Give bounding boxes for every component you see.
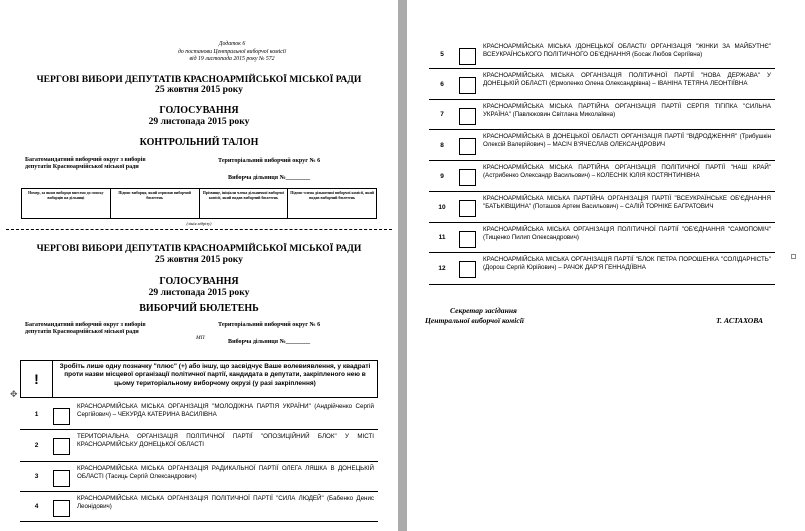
resize-handle-icon[interactable] bbox=[791, 254, 796, 259]
stub-doc-name: КОНТРОЛЬНИЙ ТАЛОН bbox=[139, 137, 259, 148]
vote-checkbox[interactable] bbox=[53, 470, 70, 487]
ballot-entry-row bbox=[429, 192, 775, 223]
annex-line: від 19 листопада 2015 року № 572 bbox=[189, 56, 275, 63]
district-line: Багатомандатний виборчий округ з виборів bbox=[25, 157, 146, 163]
precinct-number: Виборча дільниця №________ bbox=[228, 175, 311, 181]
election-date: 25 жовтня 2015 року bbox=[155, 84, 243, 95]
entry-text: КРАСНОАРМІЙСЬКА МІСЬКА ПАРТІЙНА ОРГАНІЗАЦІЯ ПАРТІЇ "ВСЕУКРАЇНСЬКЕ ОБ'ЄДНАННЯ "БАТЬКІВЩИНА" (Поташов Артем Васильович) – САЛІЙ ТОРНІКЕ БАГРАТОВИЧ bbox=[483, 195, 771, 210]
cut-line bbox=[6, 229, 392, 230]
exclamation-icon: ! bbox=[21, 361, 53, 397]
entry-number: 3 bbox=[34, 473, 39, 480]
ballot-precinct-number: Виборча дільниця №________ bbox=[228, 339, 311, 345]
stub-col: Номер, за яким виборця внесено до списку виборців на дільниці bbox=[22, 189, 111, 218]
ballot-entry-row bbox=[20, 492, 378, 522]
stub-col: Підпис виборця, який отримав виборчий бюлетень bbox=[111, 189, 200, 218]
entry-text: КРАСНОАРМІЙСЬКА МІСЬКА ОРГАНІЗАЦІЯ ПОЛІТИЧНОЇ ПАРТІЇ "НОВА ДЕРЖАВА" У ДОНЕЦЬКІЙ ОБЛАСТІ (Єрмоленко Олена Олександрівна) – ІВАНІНА ТЕТЯНА ЛЕОНТІЇВНА bbox=[483, 72, 771, 87]
ballot-territorial-district: Територіальний виборчий округ № 6 bbox=[218, 322, 321, 328]
ballot-voting-date: 29 листопада 2015 року bbox=[148, 287, 250, 298]
ballot-entry-row bbox=[20, 400, 378, 430]
entry-number: 7 bbox=[440, 111, 444, 118]
entry-number: 4 bbox=[34, 503, 39, 510]
vote-checkbox[interactable] bbox=[53, 408, 70, 425]
annex-line: Додаток 6 bbox=[218, 41, 246, 47]
entry-text: КРАСНОАРМІЙСЬКА МІСЬКА ОРГАНІЗАЦІЯ ПОЛІТИЧНОЇ ПАРТІЇ "ОБ'ЄДНАННЯ "САМОПОМІЧ" (Тищенко Пилип Олександрович) bbox=[483, 226, 771, 241]
vote-checkbox[interactable] bbox=[459, 200, 476, 217]
entry-number: 1 bbox=[34, 411, 39, 418]
district-line: Багатомандатний виборчий округ з виборів bbox=[25, 322, 146, 328]
entry-number: 12 bbox=[438, 265, 446, 272]
ballot-entry-row bbox=[20, 462, 378, 492]
entry-text: КРАСНОАРМІЙСЬКА МІСЬКА ПАРТІЙНА ОРГАНІЗАЦІЯ ПОЛІТИЧНОЇ ПАРТІЇ "НАШ КРАЙ" (Астрибенко Олександр Васильович) – КОЛЕСНІК ЮЛІЯ КОСТЯНТИНІВНА bbox=[483, 164, 771, 179]
entry-number: 5 bbox=[440, 50, 444, 58]
commission-name: Центральної виборчої комісії bbox=[425, 316, 524, 325]
vote-checkbox[interactable] bbox=[459, 231, 476, 248]
election-title: ЧЕРГОВІ ВИБОРИ ДЕПУТАТІВ КРАСНОАРМІЙСЬКОЇ МІСЬКОЇ РАДИ bbox=[36, 74, 362, 85]
table-move-handle-icon[interactable]: ✥ bbox=[10, 390, 18, 400]
entry-text: КРАСНОАРМІЙСЬКА МІСЬКА ОРГАНІЗАЦІЯ "МОЛОДІЖНА ПАРТІЯ УКРАЇНИ" (Андрійченко Сергій Сергійович) – ЧЕКУРДА КАТЕРИНА ВАСИЛІВНА bbox=[77, 403, 374, 418]
ballot-election-title: ЧЕРГОВІ ВИБОРИ ДЕПУТАТІВ КРАСНОАРМІЙСЬКОЇ МІСЬКОЇ РАДИ bbox=[36, 243, 362, 254]
entry-number: 10 bbox=[438, 203, 446, 211]
annex-note bbox=[122, 41, 342, 64]
stub-col: Підпис члена дільничної виборчої комісії, який видав виборчий бюлетень bbox=[290, 191, 374, 200]
ballot-election-date: 25 жовтня 2015 року bbox=[155, 254, 243, 265]
ballot-entry-row bbox=[429, 69, 775, 100]
ballot-entry-row bbox=[429, 161, 775, 192]
district-line: депутатів Красноармійської міської ради bbox=[25, 164, 139, 171]
district-line: депутатів Красноармійської міської ради bbox=[25, 329, 139, 336]
vote-checkbox[interactable] bbox=[459, 261, 476, 278]
district-label bbox=[25, 157, 146, 171]
ballot-entry-row bbox=[429, 253, 775, 285]
entry-text: КРАСНОАРМІЙСЬКА В ДОНЕЦЬКОЇ ОБЛАСТІ ОРГАНІЗАЦІЯ ПАРТІЇ "ВІДРОДЖЕННЯ" (Трибушкін Олексій Валерійович) – МАСІЧ В'ЯЧЕСЛАВ ОЛЕКСАНДРОВИЧ bbox=[483, 133, 771, 148]
ballot-entry-row bbox=[429, 223, 775, 253]
vote-checkbox[interactable] bbox=[459, 77, 476, 94]
entry-text: КРАСНОАРМІЙСЬКА МІСЬКА ОРГАНІЗАЦІЯ РАДИКАЛЬНОЇ ПАРТІЇ ОЛЕГА ЛЯШКА В ДОНЕЦЬКІЙ ОБЛАСТІ (Тасиць Сергій Олександрович) bbox=[77, 465, 374, 480]
entry-text: КРАСНОАРМІЙСЬКА МІСЬКА ОРГАНІЗАЦІЯ ПОЛІТИЧНОЇ ПАРТІЇ "СИЛА ЛЮДЕЙ" (Бабенко Денис Леонідович) bbox=[77, 495, 374, 510]
vote-checkbox[interactable] bbox=[459, 169, 476, 186]
entry-number: 9 bbox=[440, 172, 444, 180]
entry-text: ТЕРИТОРІАЛЬНА ОРГАНІЗАЦІЯ ПОЛІТИЧНОЇ ПАРТІЇ "ОПОЗИЦІЙНИЙ БЛОК" У МІСТІ КРАСНОАРМІЙСЬКУ ДОНЕЦЬКОЇ ОБЛАСТІ bbox=[77, 433, 374, 448]
voting-title: ГОЛОСУВАННЯ bbox=[159, 105, 239, 116]
vote-checkbox[interactable] bbox=[459, 108, 476, 125]
ballot-voting-title: ГОЛОСУВАННЯ bbox=[159, 276, 239, 287]
ballot-entry-row bbox=[20, 430, 378, 462]
vote-checkbox[interactable] bbox=[53, 438, 70, 455]
seal-mark: МП bbox=[196, 335, 205, 341]
signatory-name: Т. АСТАХОВА bbox=[716, 316, 764, 325]
annex-line: до постанови Центральної виборчої комісії bbox=[177, 48, 287, 55]
voting-instruction bbox=[20, 360, 378, 398]
voting-date: 29 листопада 2015 року bbox=[148, 116, 250, 127]
ballot-entry-row bbox=[429, 40, 775, 69]
entry-number: 2 bbox=[34, 442, 39, 449]
territorial-district: Територіальний виборчий округ № 6 bbox=[218, 158, 321, 164]
vote-checkbox[interactable] bbox=[459, 138, 476, 155]
entry-number: 8 bbox=[440, 141, 444, 149]
cut-line-label: (лінія відрізу) bbox=[186, 221, 212, 226]
vote-checkbox[interactable] bbox=[53, 500, 70, 517]
document-page-1 bbox=[0, 0, 398, 531]
ballot-doc-name: ВИБОРЧИЙ БЮЛЕТЕНЬ bbox=[139, 303, 259, 314]
entry-text: КРАСНОАРМІЙСЬКА МІСЬКА ПАРТІЙНА ОРГАНІЗАЦІЯ ПАРТІЇ СЕРГІЯ ТІГІПКА "СИЛЬНА УКРАЇНА" (Павлюковин Світлана Миколаївна) bbox=[483, 103, 771, 118]
vote-checkbox[interactable] bbox=[459, 48, 476, 65]
ballot-district-label bbox=[25, 322, 146, 336]
ballot-entry-row bbox=[429, 100, 775, 130]
stub-col: Прізвище, ініціали члена дільничної виборчої комісії, який видав виборчий бюлетень bbox=[200, 189, 289, 218]
entry-text: КРАСНОАРМІЙСЬКА МІСЬКА ОРГАНІЗАЦІЯ ПАРТІЇ "БЛОК ПЕТРА ПОРОШЕНКА "СОЛІДАРНІСТЬ" (Дорош Сергій Юрійович) – РАЧОК ДАР'Я ГЕННАДІЇВНА bbox=[483, 256, 771, 271]
secretary-title: Секретар засідання bbox=[450, 306, 517, 315]
document-page-2 bbox=[407, 0, 805, 531]
entry-text: КРАСНОАРМІЙСЬКА МІСЬКА /ДОНЕЦЬКОЇ ОБЛАСТІ/ ОРГАНІЗАЦІЯ "ЖІНКИ ЗА МАЙБУТНЄ" ВСЕУКРАЇНСЬКОГО ПОЛІТИЧНОГО ОБ'ЄДНАННЯ (Босак Любов Сергіївна) bbox=[483, 43, 771, 58]
instruction-text: Зробіть лише одну позначку "плюс" (+) або іншу, що засвідчує Ваше волевиявлення, у квадраті проти назви місцевої організації політичної партії, кандидата в депутати, закріпленого нею в цьому територіальному виборчому окрузі (у разі закріплення) bbox=[59, 363, 371, 387]
entry-number: 6 bbox=[440, 80, 444, 88]
ballot-entry-row bbox=[429, 130, 775, 161]
stub-table bbox=[21, 188, 377, 219]
entry-number: 11 bbox=[438, 234, 446, 241]
